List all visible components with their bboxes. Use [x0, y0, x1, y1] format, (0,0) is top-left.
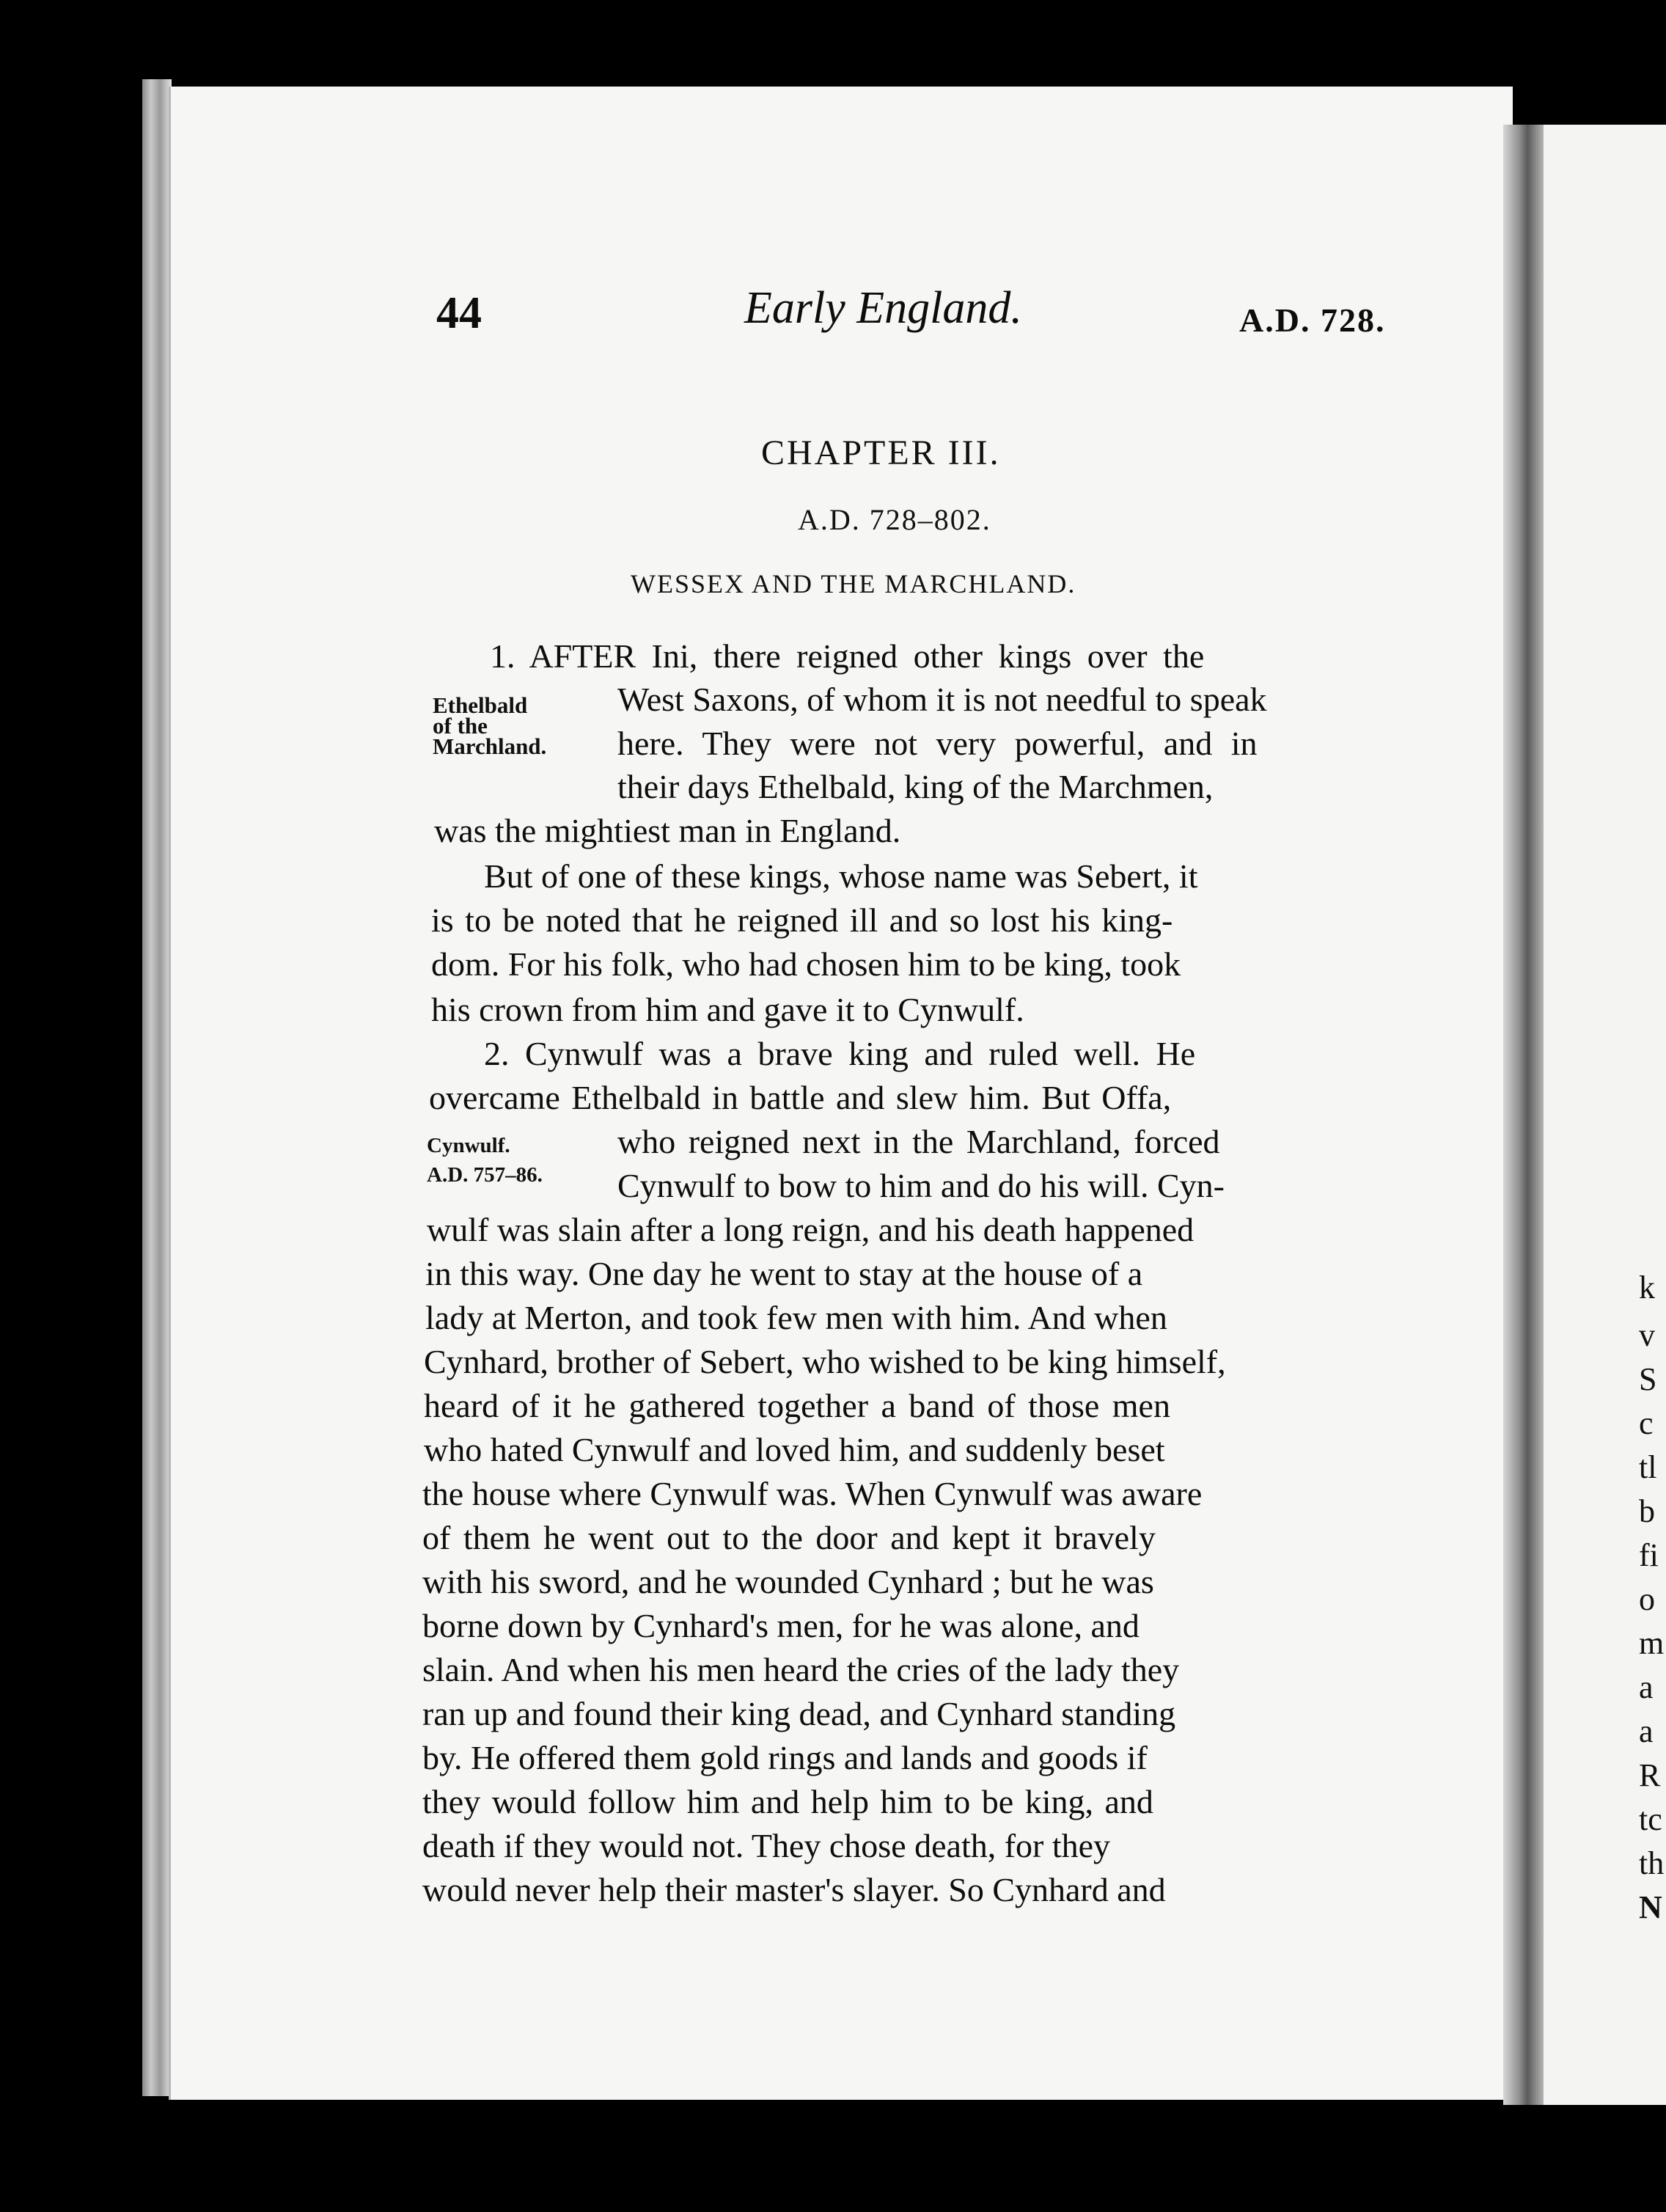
- body-line: borne down by Cynhard's men, for he was alone, and: [422, 1607, 1140, 1644]
- body-line: 2. Cynwulf was a brave king and ruled well. He: [484, 1035, 1196, 1072]
- body-line: who reigned next in the Marchland, forced: [617, 1123, 1220, 1160]
- body-line: heard of it he gathered together a band of those men: [424, 1387, 1170, 1424]
- facing-fragment: tl: [1639, 1449, 1657, 1485]
- page-stack-edge: [142, 79, 172, 2096]
- body-line: was the mightiest man in England.: [434, 812, 901, 849]
- body-line: lady at Merton, and took few men with him. And when: [425, 1299, 1167, 1336]
- page-number: 44: [436, 288, 482, 338]
- facing-fragment: c: [1639, 1405, 1654, 1441]
- body-line: with his sword, and he wounded Cynhard ; but he was: [422, 1563, 1154, 1600]
- body-line: ran up and found their king dead, and Cynhard standing: [422, 1695, 1176, 1732]
- facing-fragment: k: [1639, 1270, 1655, 1305]
- body-line: here. They were not very powerful, and in: [617, 725, 1258, 762]
- body-line: But of one of these kings, whose name was Sebert, it: [484, 857, 1198, 895]
- body-line: death if they would not. They chose death, for they: [422, 1827, 1111, 1864]
- facing-fragment: fi: [1639, 1537, 1659, 1573]
- margin-note-line: Marchland.: [433, 733, 547, 759]
- body-line: in this way. One day he went to stay at the house of a: [425, 1255, 1143, 1292]
- running-date: A.D. 728.: [1239, 301, 1386, 339]
- body-line: wulf was slain after a long reign, and his death happened: [427, 1211, 1195, 1248]
- facing-fragment: b: [1639, 1493, 1655, 1529]
- book-gutter: [1503, 125, 1544, 2105]
- body-line: Cynwulf to bow to him and do his will. Cyn-: [617, 1167, 1225, 1204]
- body-line: is to be noted that he reigned ill and so lost his king-: [431, 901, 1173, 939]
- body-line: would never help their master's slayer. So Cynhard and: [422, 1871, 1166, 1908]
- facing-fragment: a: [1639, 1669, 1654, 1705]
- margin-note-ethelbald: [433, 692, 547, 759]
- facing-fragment: m: [1639, 1625, 1665, 1661]
- chapter-heading: WESSEX AND THE MARCHLAND.: [631, 569, 1076, 598]
- margin-note-line: Cynwulf.: [427, 1134, 510, 1157]
- chapter-title: CHAPTER III.: [761, 433, 1001, 472]
- margin-note-line: A.D. 757–86.: [427, 1163, 543, 1187]
- body-line: by. He offered them gold rings and lands and goods if: [422, 1739, 1148, 1776]
- running-title: Early England.: [744, 283, 1022, 333]
- body-line: West Saxons, of whom it is not needful to speak: [617, 681, 1267, 718]
- facing-fragment: v: [1639, 1317, 1655, 1353]
- facing-fragment: th: [1639, 1845, 1665, 1881]
- margin-note-line: of the: [433, 713, 488, 739]
- margin-note-line: Ethelbald: [433, 692, 528, 718]
- margin-note-cynwulf: [427, 1131, 543, 1190]
- facing-page: [1544, 125, 1666, 2105]
- facing-fragment: R: [1639, 1757, 1661, 1793]
- facing-fragment: a: [1639, 1713, 1654, 1749]
- facing-fragment: N: [1639, 1889, 1662, 1925]
- body-line: Cynhard, brother of Sebert, who wished to be king himself,: [424, 1343, 1226, 1380]
- body-line: 1. AFTER Ini, there reigned other kings over the: [490, 637, 1205, 675]
- body-line: who hated Cynwulf and loved him, and suddenly beset: [424, 1431, 1165, 1468]
- facing-fragment: o: [1639, 1581, 1655, 1617]
- body-line: dom. For his folk, who had chosen him to be king, took: [431, 945, 1181, 983]
- body-line: of them he went out to the door and kept it bravely: [422, 1519, 1156, 1556]
- body-line: his crown from him and gave it to Cynwulf.: [431, 991, 1024, 1028]
- body-line: their days Ethelbald, king of the Marchmen,: [617, 768, 1214, 805]
- body-line: overcame Ethelbald in battle and slew him. But Offa,: [429, 1079, 1172, 1116]
- chapter-dates: A.D. 728–802.: [798, 503, 991, 536]
- facing-fragment: S: [1639, 1361, 1657, 1397]
- body-line: the house where Cynwulf was. When Cynwulf was aware: [422, 1475, 1203, 1512]
- body-line: slain. And when his men heard the cries of the lady they: [422, 1651, 1180, 1688]
- body-line: they would follow him and help him to be king, and: [422, 1783, 1153, 1820]
- facing-fragment: tc: [1639, 1801, 1662, 1837]
